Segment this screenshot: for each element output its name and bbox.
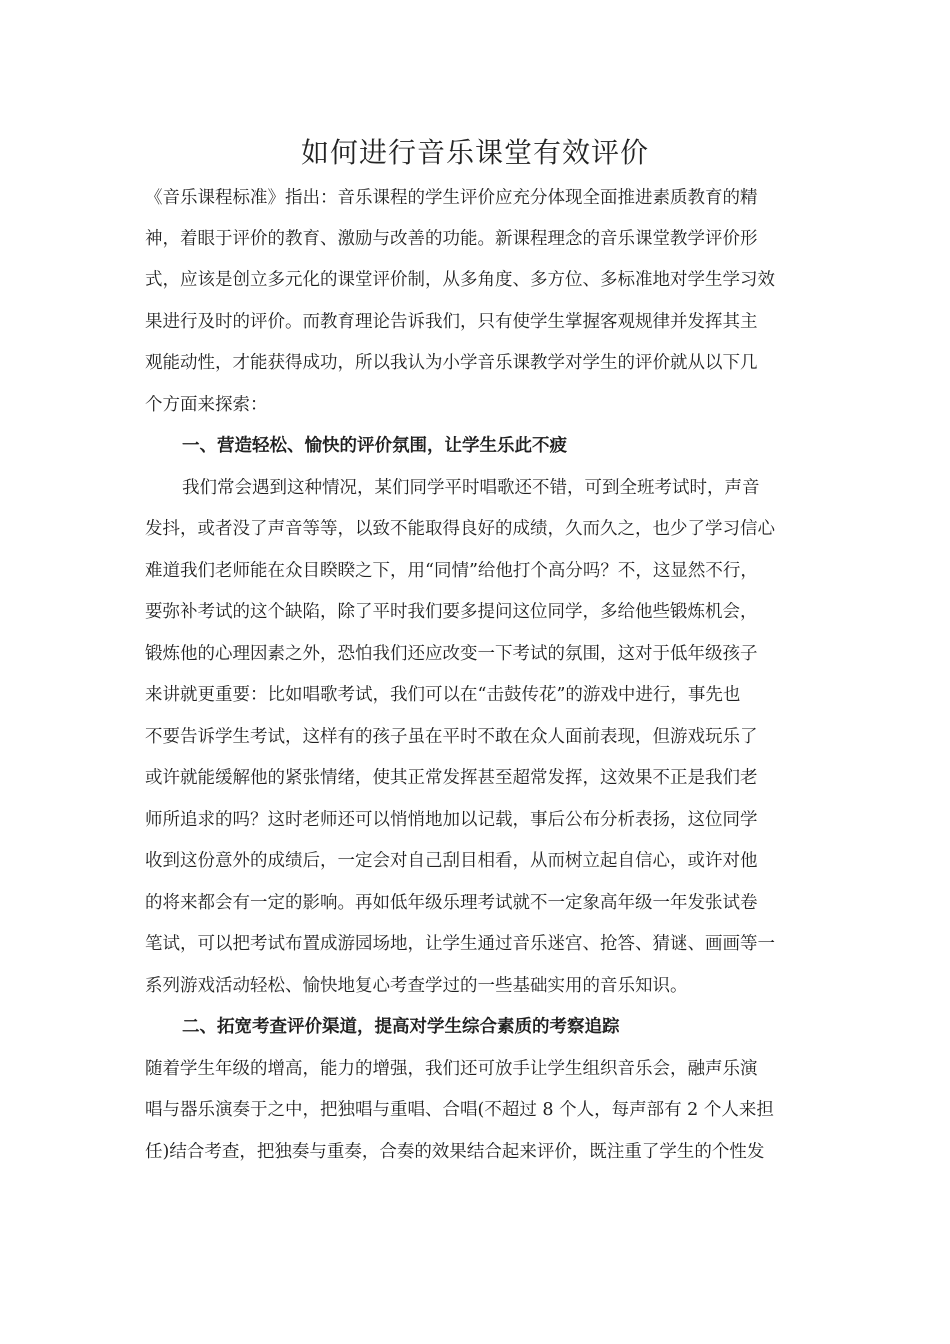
section1-line: 来讲就更重要：比如唱歌考试，我们可以在“击鼓传花”的游戏中进行，事先也	[145, 685, 741, 705]
intro-line: 个方面来探索：	[145, 395, 268, 415]
section1-heading: 一、营造轻松、愉快的评价氛围，让学生乐此不疲	[182, 436, 567, 456]
intro-line: 《音乐课程标准》指出：音乐课程的学生评价应充分体现全面推进素质教育的精	[145, 188, 758, 208]
section2-line: 随着学生年级的增高，能力的增强，我们还可放手让学生组织音乐会，融声乐演	[145, 1059, 758, 1079]
section1-line: 或许就能缓解他的紧张情绪，使其正常发挥甚至超常发挥，这效果不正是我们老	[145, 768, 758, 788]
section1-line: 要弥补考试的这个缺陷，除了平时我们要多提问这位同学，多给他些锻炼机会，	[145, 602, 758, 622]
section1-line: 系列游戏活动轻松、愉快地复心考查学过的一些基础实用的音乐知识。	[145, 976, 688, 996]
section1-line: 不要告诉学生考试，这样有的孩子虽在平时不敢在众人面前表现，但游戏玩乐了	[145, 727, 758, 747]
intro-line: 神，着眼于评价的教育、激励与改善的功能。新课程理念的音乐课堂教学评价形	[145, 229, 758, 249]
document-title: 如何进行音乐课堂有效评价	[300, 136, 649, 169]
section2-line: 唱与器乐演奏于之中，把独唱与重唱、合唱(不超过 8 个人，每声部有 2 个人来担	[145, 1100, 774, 1120]
section1-line: 难道我们老师能在众目睽睽之下，用“同情”给他打个高分吗？不，这显然不行，	[145, 561, 758, 581]
section1-line: 的将来都会有一定的影响。再如低年级乐理考试就不一定象高年级一年发张试卷	[145, 893, 758, 913]
section1-line: 笔试，可以把考试布置成游园场地，让学生通过音乐迷宫、抢答、猜谜、画画等一	[145, 934, 775, 954]
section1-line: 我们常会遇到这种情况，某们同学平时唱歌还不错，可到全班考试时，声音	[182, 478, 760, 498]
section1-line: 锻炼他的心理因素之外，恐怕我们还应改变一下考试的氛围，这对于低年级孩子	[145, 644, 758, 664]
section1-line: 发抖，或者没了声音等等，以致不能取得良好的成绩，久而久之，也少了学习信心	[145, 519, 775, 539]
section2-line: 任)结合考查，把独奏与重奏，合奏的效果结合起来评价，既注重了学生的个性发	[145, 1142, 765, 1162]
intro-line: 果进行及时的评价。而教育理论告诉我们，只有使学生掌握客观规律并发挥其主	[145, 312, 758, 332]
intro-line: 观能动性，才能获得成功，所以我认为小学音乐课教学对学生的评价就从以下几	[145, 353, 758, 373]
section1-line: 收到这份意外的成绩后，一定会对自己刮目相看，从而树立起自信心，或许对他	[145, 851, 758, 871]
section2-heading: 二、拓宽考查评价渠道，提高对学生综合素质的考察追踪	[182, 1017, 620, 1037]
intro-line: 式，应该是创立多元化的课堂评价制，从多角度、多方位、多标准地对学生学习效	[145, 270, 775, 290]
section1-line: 师所追求的吗？这时老师还可以悄悄地加以记载，事后公布分析表扬，这位同学	[145, 810, 758, 830]
